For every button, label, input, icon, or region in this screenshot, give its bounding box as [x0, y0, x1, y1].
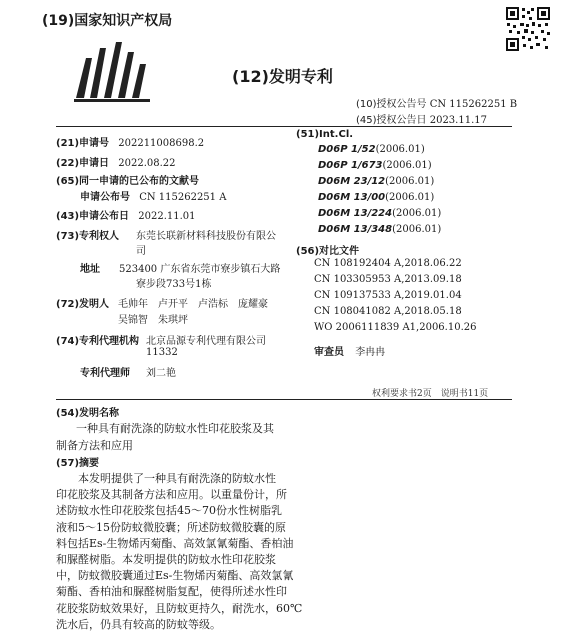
classification-item [318, 160, 441, 176]
grant-date-label: (45)授权公告日 [356, 115, 427, 126]
publication-date-label: (43)申请公布日 [56, 211, 130, 222]
abstract-line: 述防蚊水性印花胶浆包括45～70份水性树脂乳 [56, 504, 282, 518]
application-date: 2022.08.22 [118, 158, 176, 169]
abstract-label: (57)摘要 [56, 458, 100, 469]
classification-code: D06M 23/12 [318, 176, 386, 187]
header-divider [56, 126, 512, 127]
address-label: 地址 [80, 264, 100, 275]
grant-date: 2023.11.17 [429, 115, 487, 126]
owner-label: (73)专利权人 [56, 231, 120, 242]
grant-number: CN 115262251 B [429, 99, 518, 110]
owner-line-1: 东莞长联新材料科技股份有限公 [136, 231, 276, 242]
document-type: (12)发明专利 [232, 67, 333, 86]
classification-version: (2006.01) [392, 224, 442, 235]
examiner-name: 李冉冉 [355, 347, 386, 358]
classification-item [318, 224, 441, 240]
application-number-row [56, 134, 204, 149]
agent-name: 刘二艳 [146, 368, 176, 379]
classification-code: D06M 13/00 [318, 192, 386, 203]
abstract-line: 料包括Es-生物烯丙菊酯、高效氯氰菊酯、香柏油 [56, 536, 294, 550]
inventor-line-1: 毛帅年 卢开平 卢浩标 庞耀豪 [118, 299, 268, 310]
inventor-line-2: 吴锦智 朱琪坪 [118, 315, 188, 326]
abstract-line: 菊酯、香柏油和脲醛树脂复配，使得所述水性印 [56, 585, 287, 599]
classification-code: D06M 13/224 [318, 208, 393, 219]
reference-item: CN 108192404 A,2018.06.22 [314, 258, 462, 269]
classification-code: D06P 1/673 [318, 160, 383, 171]
agency-line-2: 11332 [146, 347, 178, 358]
abstract-line: 液和5～15份防蚊微胶囊；所述防蚊微胶囊的原 [56, 520, 286, 534]
classification-item [318, 176, 441, 192]
abstract-line: 中，防蚊微胶囊通过Es-生物烯丙菊酯、高效氯氰 [56, 569, 294, 583]
classification-version: (2006.01) [385, 192, 435, 203]
classification-label: (51)Int.Cl. [296, 129, 354, 140]
abstract-line: 和脲醛树脂。本发明提供的防蚊水性印花胶浆 [56, 552, 276, 566]
examiner-label: 审查员 [314, 347, 344, 358]
classification-list [318, 144, 441, 240]
page-count: 权利要求书2页 说明书11页 [372, 389, 489, 399]
title-label: (54)发明名称 [56, 408, 120, 419]
classification-version: (2006.01) [385, 176, 435, 187]
classification-code: D06P 1/52 [318, 144, 376, 155]
address-line-2: 寮步段733号1栋 [136, 279, 212, 290]
invention-title-line-2: 制备方法和应用 [56, 439, 133, 452]
application-date-label: (22)申请日 [56, 158, 110, 169]
office-name: (19)国家知识产权局 [42, 13, 173, 29]
examiner-row [314, 343, 385, 358]
publication-number: CN 115262251 A [139, 192, 227, 203]
address-line-1: 523400 广东省东莞市寮步镇石大路 [119, 264, 281, 275]
publication-number-label: 申请公布号 [80, 192, 130, 203]
owner-line-2: 司 [136, 246, 146, 257]
prior-publication-label: (65)同一申请的已公布的文献号 [56, 176, 200, 187]
application-date-row [56, 154, 176, 169]
application-number: 202211008698.2 [118, 138, 205, 149]
abstract-line: 本发明提供了一种具有耐洗涤的防蚊水性 [78, 472, 276, 485]
classification-version: (2006.01) [375, 144, 425, 155]
references-label: (56)对比文件 [296, 246, 360, 257]
inventor-label: (72)发明人 [56, 299, 110, 310]
classification-item [318, 144, 441, 160]
publication-date-row [56, 207, 196, 222]
abstract-line: 花胶浆防蚊效果好，且防蚊更持久，耐洗水，60℃ [56, 601, 303, 615]
application-number-label: (21)申请号 [56, 138, 110, 149]
reference-item: CN 103305953 A,2013.09.18 [314, 274, 462, 285]
grant-date-row [356, 111, 487, 126]
publication-date: 2022.11.01 [138, 211, 196, 222]
abstract-divider [56, 399, 512, 400]
classification-item [318, 192, 441, 208]
abstract-line: 印花胶浆及其制备方法和应用。以重量份计，所 [56, 488, 287, 502]
agency-label: (74)专利代理机构 [56, 336, 140, 347]
classification-item [318, 208, 441, 224]
agency-line-1: 北京品源专利代理有限公司 [146, 336, 266, 347]
abstract-text [56, 470, 303, 632]
classification-version: (2006.01) [382, 160, 432, 171]
publication-number-row [80, 188, 226, 203]
reference-item: CN 109137533 A,2019.01.04 [314, 290, 462, 301]
references-list [314, 258, 476, 338]
abstract-line: 洗水后，仍具有较高的防蚊等级。 [56, 617, 221, 631]
invention-title-line-1: 一种具有耐洗涤的防蚊水性印花胶浆及其 [76, 422, 274, 435]
qr-code-icon [505, 6, 551, 52]
classification-version: (2006.01) [392, 208, 442, 219]
grant-number-label: (10)授权公告号 [356, 99, 427, 110]
grant-number-row [356, 95, 517, 110]
reference-item: WO 2006111839 A1,2006.10.26 [314, 322, 477, 333]
classification-code: D06M 13/348 [318, 224, 393, 235]
reference-item: CN 108041082 A,2018.05.18 [314, 306, 462, 317]
agent-label: 专利代理师 [80, 368, 130, 379]
patent-office-emblem-icon [66, 38, 161, 103]
